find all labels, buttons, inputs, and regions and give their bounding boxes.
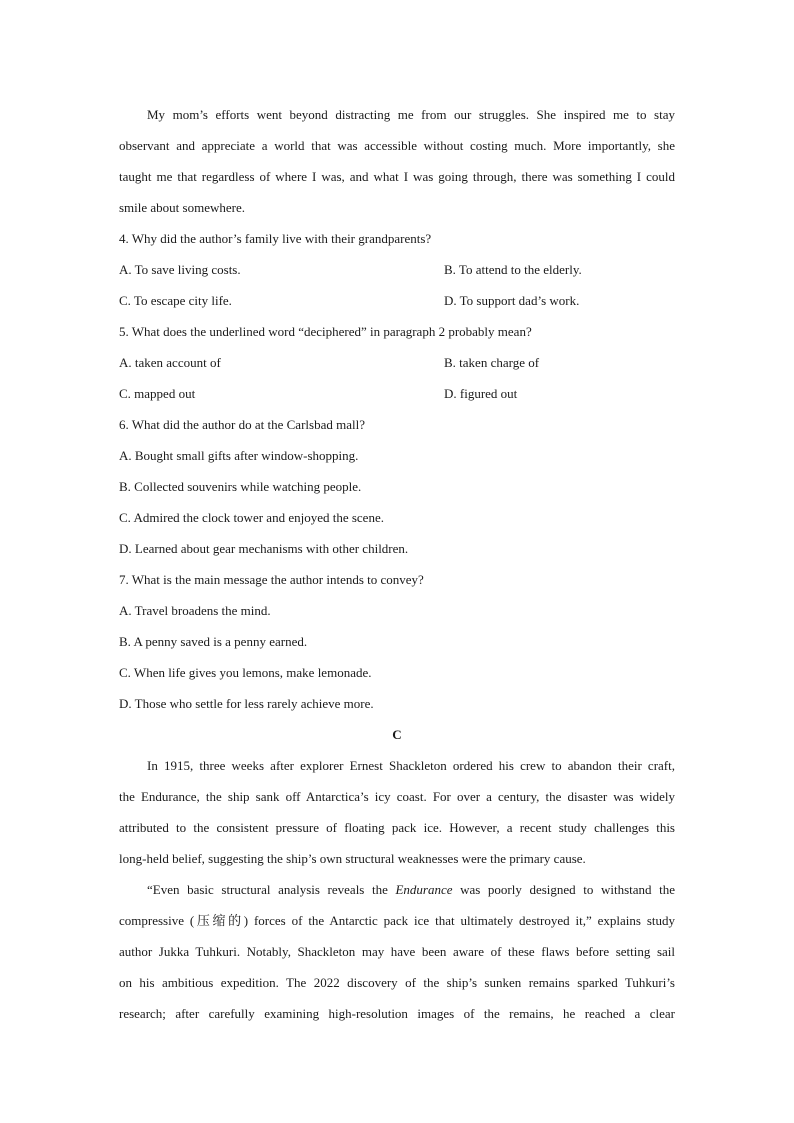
option-row — [119, 378, 675, 409]
option-d: D. figured out — [444, 386, 518, 401]
page-content — [119, 99, 675, 1029]
option-row — [119, 254, 675, 285]
ship-name: Endurance — [395, 882, 453, 897]
option-a: A. Bought small gifts after window-shopping. — [119, 448, 359, 463]
option-b: B. To attend to the elderly. — [444, 262, 582, 277]
option-b: B. Collected souvenirs while watching people. — [119, 479, 362, 494]
paragraph-line: In 1915, three weeks after explorer Ernest Shackleton ordered his crew to abandon their craft, — [147, 758, 675, 773]
paragraph-line: taught me that regardless of where I was, and what I was going through, there was something I could — [119, 169, 675, 184]
question-4 — [119, 223, 675, 316]
option-row — [119, 285, 675, 316]
paragraph-line: long-held belief, suggesting the ship’s own structural weaknesses were the primary cause. — [119, 851, 586, 866]
section-title: C — [392, 727, 402, 742]
quote-text: was poorly designed to withstand the — [452, 882, 675, 897]
option-c: C. mapped out — [119, 386, 196, 401]
paragraph-line: My mom’s efforts went beyond distracting me from our struggles. She inspired me to stay — [147, 107, 675, 122]
option-a: A. To save living costs. — [119, 262, 241, 277]
paragraph-line: compressive (压缩的) forces of the Antarctic pack ice that ultimately destroyed it,” explains study — [119, 913, 675, 928]
option-row — [119, 347, 675, 378]
passage-c-paragraph-2 — [119, 874, 675, 1029]
paragraph-line: smile about somewhere. — [119, 200, 245, 215]
question-5 — [119, 316, 675, 409]
option-b: B. A penny saved is a penny earned. — [119, 634, 308, 649]
paragraph-line: author Jukka Tuhkuri. Notably, Shackleton may have been aware of these flaws before setting sail — [119, 944, 675, 959]
option-c: C. Admired the clock tower and enjoyed the scene. — [119, 510, 384, 525]
option-d: D. Those who settle for less rarely achieve more. — [119, 696, 374, 711]
paragraph-line — [119, 874, 675, 905]
question-stem: 4. Why did the author’s family live with their grandparents? — [119, 231, 432, 246]
option-a: A. Travel broadens the mind. — [119, 603, 271, 618]
question-stem: 7. What is the main message the author intends to convey? — [119, 572, 424, 587]
paragraph-line: research; after carefully examining high-resolution images of the remains, he reached a clear — [119, 1006, 675, 1021]
question-7 — [119, 564, 675, 719]
paragraph-line: observant and appreciate a world that was accessible without costing much. More importantly, she — [119, 138, 675, 153]
option-c: C. To escape city life. — [119, 293, 232, 308]
paragraph-line: attributed to the consistent pressure of floating pack ice. However, a recent study challenges this — [119, 820, 675, 835]
option-c: C. When life gives you lemons, make lemonade. — [119, 665, 372, 680]
passage-paragraph — [119, 99, 675, 223]
option-d: D. To support dad’s work. — [444, 293, 580, 308]
question-stem: 6. What did the author do at the Carlsbad mall? — [119, 417, 365, 432]
option-a: A. taken account of — [119, 355, 221, 370]
quote-text: “Even basic structural analysis reveals the — [147, 882, 396, 897]
option-d: D. Learned about gear mechanisms with other children. — [119, 541, 409, 556]
question-stem: 5. What does the underlined word “deciphered” in paragraph 2 probably mean? — [119, 324, 532, 339]
paragraph-line: the Endurance, the ship sank off Antarctica’s icy coast. For over a century, the disaster was widely — [119, 789, 675, 804]
question-6 — [119, 409, 675, 564]
passage-c-paragraph-1 — [119, 750, 675, 874]
paragraph-line: on his ambitious expedition. The 2022 discovery of the ship’s sunken remains sparked Tuhkuri’s — [119, 975, 675, 990]
option-b: B. taken charge of — [444, 355, 540, 370]
